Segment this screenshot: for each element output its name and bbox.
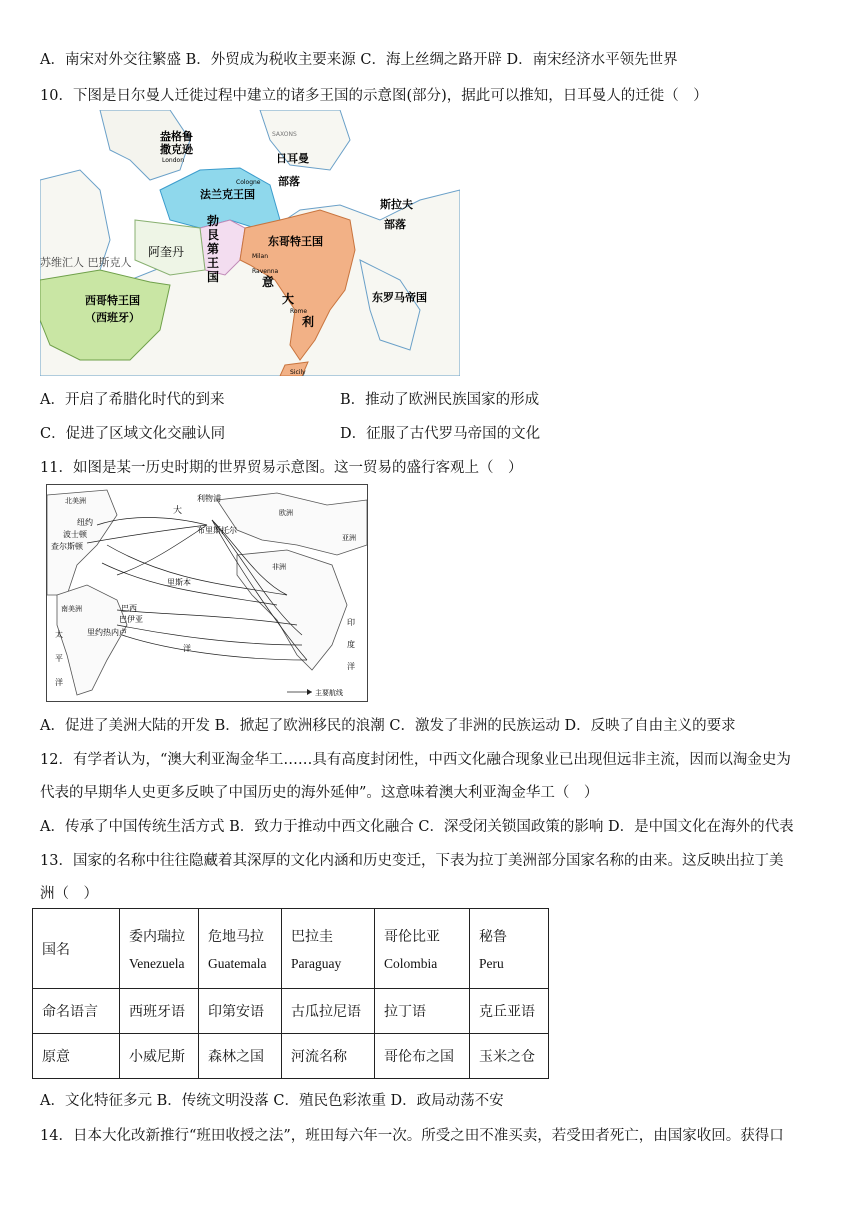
label-italy1: 意 — [262, 275, 275, 289]
label-slav1: 斯拉夫 — [380, 198, 413, 211]
language-cell: 印第安语 — [199, 989, 282, 1034]
language-cell: 拉丁语 — [375, 989, 470, 1034]
label-legend: 主要航线 — [315, 689, 343, 697]
label-ostrogoth: 东哥特王国 — [268, 235, 323, 248]
language-cell: 西班牙语 — [120, 989, 199, 1034]
language-cell: 古瓜拉尼语 — [282, 989, 375, 1034]
q12-line2: 代表的早期华人史更多反映了中国历史的海外延伸”。这意味着澳大利亚淘金华工（ ） — [40, 785, 599, 801]
country-cell: 巴拉圭 Paraguay — [282, 909, 375, 989]
label-south-america: 南美洲 — [61, 605, 82, 613]
meaning-cell: 河流名称 — [282, 1034, 375, 1079]
label-rome: Rome — [290, 308, 308, 315]
label-charleston: 查尔斯顿 — [51, 542, 83, 551]
row-header: 国名 — [33, 909, 120, 989]
label-slav2: 部落 — [384, 218, 406, 231]
country-cell: 危地马拉 Guatemala — [199, 909, 282, 989]
q10-option-a: A．开启了希腊化时代的到来 — [40, 392, 225, 408]
label-ocean: 洋 — [183, 644, 191, 653]
label-eastrome: 东罗马帝国 — [372, 291, 427, 304]
country-cell: 委内瑞拉 Venezuela — [120, 909, 199, 989]
label-atlantic: 大 — [173, 506, 183, 516]
label-indian2: 度 — [347, 640, 355, 649]
q13-options: A．文化特征多元 B．传统文明没落 C．殖民色彩浓重 D．政局动荡不安 — [40, 1093, 504, 1109]
label-rio: 里约热内卢 — [87, 628, 127, 637]
q13-line2: 洲（ ） — [40, 886, 98, 902]
label-liverpool: 利物浦 — [197, 494, 221, 503]
q10-option-c: C．促进了区域文化交融认同 — [40, 426, 226, 442]
country-cell: 哥伦比亚 Colombia — [375, 909, 470, 989]
label-cologne: Cologne — [236, 179, 261, 186]
row-header: 命名语言 — [33, 989, 120, 1034]
label-visigoth1: 西哥特王国 — [85, 294, 140, 307]
label-burgundy5: 国 — [207, 270, 220, 284]
label-italy3: 利 — [302, 315, 315, 329]
label-boston: 波士顿 — [63, 530, 87, 539]
label-africa: 非洲 — [272, 563, 286, 571]
world-trade-map — [46, 484, 368, 702]
label-brazil: 巴西 — [121, 604, 137, 613]
q12-options: A．传承了中国传统生活方式 B．致力于推动中西文化融合 C．深受闭关锁国政策的影响 D．是中国文化在海外的代表 — [40, 819, 794, 835]
country-name-table — [32, 908, 549, 1079]
q11-stem: 11．如图是某一历史时期的世界贸易示意图。这一贸易的盛行客观上（ ） — [40, 460, 523, 476]
label-pacific3: 洋 — [55, 678, 63, 687]
label-london: London — [162, 157, 184, 164]
language-cell: 克丘亚语 — [470, 989, 549, 1034]
label-pacific2: 平 — [55, 654, 63, 663]
table-row — [33, 989, 549, 1034]
label-indian3: 洋 — [347, 662, 355, 671]
label-burgundy4: 王 — [207, 256, 220, 270]
table-row — [33, 1034, 549, 1079]
q11-options: A．促进了美洲大陆的开发 B．掀起了欧洲移民的浪潮 C．激发了非洲的民族运动 D．反映了自由主义的要求 — [40, 718, 736, 734]
label-suevi: 苏维汇人 巴斯克人 — [40, 256, 132, 269]
label-sicily: Sicily — [290, 369, 306, 376]
country-cell: 秘鲁 Peru — [470, 909, 549, 989]
label-germanic2: 部落 — [278, 175, 300, 188]
label-bristol: 布里斯托尔 — [197, 526, 237, 535]
label-ravenna: Ravenna — [252, 268, 279, 275]
q13-line1: 13．国家的名称中往往隐藏着其深厚的文化内涵和历史变迁，下表为拉丁美洲部分国家名称的由来。这反映出拉丁美 — [40, 853, 784, 869]
label-asia: 亚洲 — [342, 534, 356, 542]
label-saxon: 撒克逊 — [160, 143, 193, 156]
q9-options: A．南宋对外交往繁盛 B．外贸成为税收主要来源 C．海上丝绸之路开辟 D．南宋经济水平领先世界 — [40, 52, 678, 68]
label-anglo: 盎格鲁 — [160, 130, 193, 143]
label-germanic1: 日耳曼 — [276, 152, 309, 165]
label-europe: 欧洲 — [279, 509, 293, 517]
meaning-cell: 哥伦布之国 — [375, 1034, 470, 1079]
label-indian1: 印 — [347, 618, 355, 627]
germanic-kingdoms-map — [40, 110, 460, 376]
label-burgundy1: 勃 — [207, 214, 220, 228]
label-saxons: SAXONS — [272, 131, 297, 138]
meaning-cell: 森林之国 — [199, 1034, 282, 1079]
meaning-cell: 玉米之仓 — [470, 1034, 549, 1079]
q10-stem: 10．下图是日尔曼人迁徙过程中建立的诸多王国的示意图(部分)，据此可以推知，日耳曼人的迁徙（ ） — [40, 88, 708, 104]
label-alemanni: 阿奎丹 — [148, 245, 185, 259]
q10-option-d: D．征服了古代罗马帝国的文化 — [340, 426, 541, 442]
table-row — [33, 909, 549, 989]
label-pacific1: 太 — [55, 630, 63, 639]
q10-option-b: B．推动了欧洲民族国家的形成 — [340, 392, 540, 408]
label-frank: 法兰克王国 — [200, 188, 255, 201]
label-milan: Milan — [252, 253, 268, 260]
label-north-america: 北美洲 — [65, 497, 86, 505]
label-new-york: 纽约 — [77, 518, 93, 527]
q12-line1: 12．有学者认为，“澳大利亚淘金华工……具有高度封闭性，中西文化融合现象业已出现但远非主流，因而以淘金史为 — [40, 752, 791, 768]
meaning-cell: 小威尼斯 — [120, 1034, 199, 1079]
label-italy2: 大 — [282, 292, 295, 306]
row-header: 原意 — [33, 1034, 120, 1079]
label-burgundy2: 艮 — [207, 228, 220, 242]
label-burgundy3: 第 — [207, 242, 220, 256]
label-visigoth2: （西班牙） — [85, 311, 140, 324]
label-lisbon: 里斯本 — [167, 578, 191, 587]
label-bahia: 巴伊亚 — [119, 615, 143, 624]
q14-line1: 14．日本大化改新推行“班田收授之法”，班田每六年一次。所受之田不准买卖，若受田者死亡，由国家收回。获得口 — [40, 1128, 784, 1144]
